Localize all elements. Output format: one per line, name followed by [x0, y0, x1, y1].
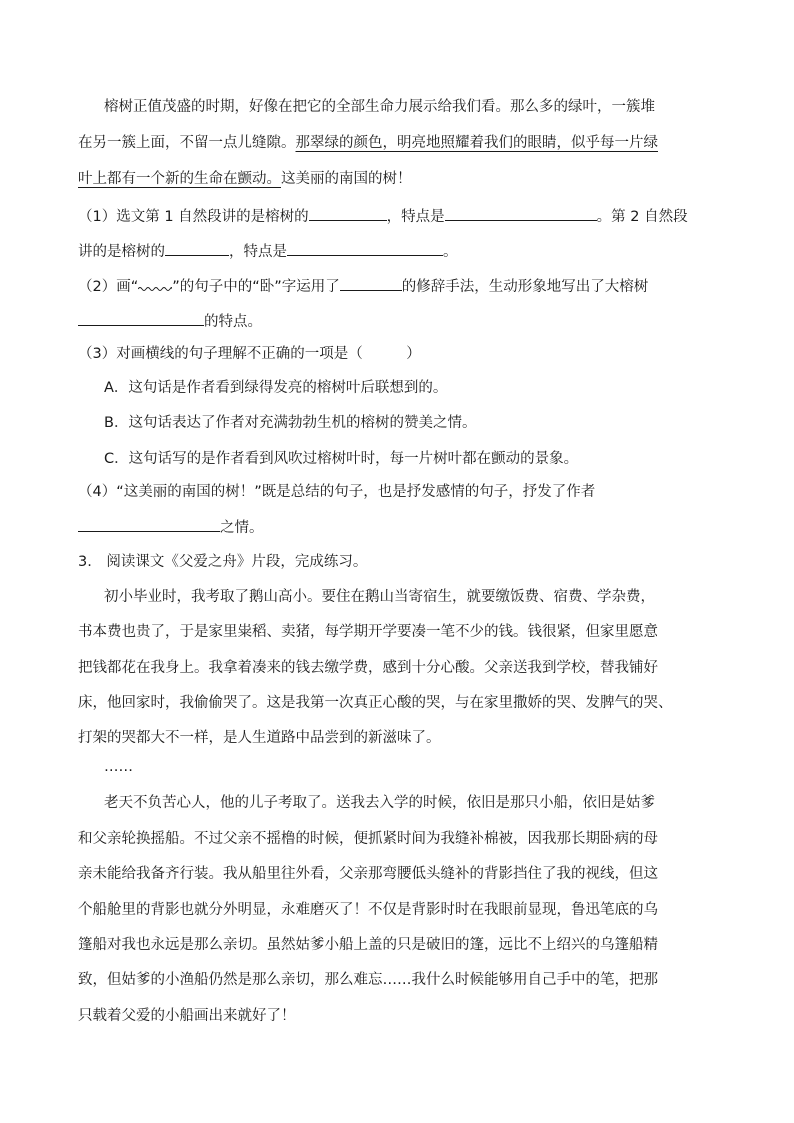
question-text: 之情。 — [220, 520, 264, 536]
question-2 — [78, 275, 648, 295]
option-text: C．这句话写的是作者看到风吹过榕树叶时，每一片树叶都在颤动的景象。 — [104, 451, 579, 467]
passage2-line — [78, 829, 658, 849]
passage-text: …… — [104, 759, 133, 775]
section-title-text: 3. 阅读课文《父爱之舟》片段，完成练习。 — [78, 554, 368, 570]
question-text: ”的句子中的“卧”字运用了 — [172, 279, 340, 295]
answer-blank[interactable] — [340, 275, 402, 291]
question-1 — [78, 205, 688, 225]
passage-text: 亲未能给我备齐行装。我从船里往外看，父亲那弯腰低头缝补的背影挡住了我的视线，但这 — [78, 866, 658, 882]
passage-text: 和父亲轮换摇船。不过父亲不摇橹的时候，便抓紧时间为我缝补棉被，因我那长期卧病的母 — [78, 831, 658, 847]
option-text: B．这句话表达了作者对充满勃勃生机的榕树的赞美之情。 — [104, 415, 477, 431]
question-text: 的特点。 — [204, 314, 262, 330]
passage2-line — [78, 728, 441, 748]
question-text: 。 — [443, 244, 458, 260]
passage-text: 在另一簇上面，不留一点儿缝隙。 — [78, 135, 296, 151]
passage-text: 老天不负苦心人，他的儿子考取了。送我去入学的时候，依旧是那只小船，依旧是姑爹 — [104, 795, 655, 811]
question-3 — [78, 344, 421, 364]
question-text: （2）画“ — [78, 279, 139, 295]
passage-text: 榕树正值茂盛的时期，好像在把它的全部生命力展示给我们看。那么多的绿叶，一簇堆 — [104, 99, 655, 115]
passage2-line — [78, 693, 673, 713]
question-text: （1）选文第 1 自然段讲的是榕树的 — [78, 209, 309, 225]
ellipsis — [104, 757, 133, 777]
question-text: 讲的是榕树的 — [78, 244, 165, 260]
passage-text: 只载着父爱的小船画出来就好了！ — [78, 1008, 296, 1024]
option-b[interactable] — [104, 413, 476, 433]
passage1-line — [104, 97, 655, 117]
passage2-line — [104, 793, 655, 813]
underlined-sentence: 叶上都有一个新的生命在颤动。 — [78, 171, 281, 187]
section-3-title — [78, 552, 367, 572]
answer-blank[interactable] — [165, 240, 229, 256]
question-text: （3）对画横线的句子理解不正确的一项是（ ） — [78, 346, 421, 362]
passage2-line — [78, 658, 658, 678]
answer-blank[interactable] — [309, 205, 387, 221]
wavy-line-icon — [138, 283, 172, 292]
passage1-line — [78, 169, 412, 189]
passage-text: 打架的哭都大不一样，是人生道路中品尝到的新滋味了。 — [78, 730, 441, 746]
passage-text: 书本费也贵了，于是家里粜稻、卖猪，每学期开学要凑一笔不少的钱。钱很紧，但家里愿意 — [78, 624, 658, 640]
question-4-cont — [78, 516, 264, 536]
question-text: 的修辞手法，生动形象地写出了大榕树 — [401, 279, 649, 295]
passage-text: 个船舱里的背影也就分外明显，永难磨灭了！不仅是背影时时在我眼前显现，鲁迅笔底的乌 — [78, 902, 658, 918]
question-4 — [78, 482, 595, 502]
answer-blank[interactable] — [78, 516, 220, 532]
passage-text: 把钱都花在我身上。我拿着凑来的钱去缴学费，感到十分心酸。父亲送我到学校，替我铺好 — [78, 660, 658, 676]
passage1-line — [78, 133, 658, 153]
option-text: A．这句话是作者看到绿得发亮的榕树叶后联想到的。 — [104, 380, 448, 396]
passage2-line — [78, 970, 658, 990]
passage2-line — [78, 1006, 296, 1026]
passage2-line — [78, 935, 658, 955]
question-text: ，特点是 — [229, 244, 287, 260]
question-1-cont — [78, 240, 458, 260]
question-text: ，特点是 — [386, 209, 445, 225]
option-c[interactable] — [104, 449, 578, 469]
answer-blank[interactable] — [287, 240, 443, 256]
passage2-line — [78, 864, 658, 884]
passage-text: 床，他回家时，我偷偷哭了。这是我第一次真正心酸的哭，与在家里撒娇的哭、发脾气的哭、 — [78, 695, 673, 711]
passage-text: 致，但姑爹的小渔船仍然是那么亲切，那么难忘……我什么时候能够用自己手中的笔，把那 — [78, 972, 658, 988]
passage2-line — [78, 622, 658, 642]
answer-blank[interactable] — [78, 310, 204, 326]
underlined-sentence: 那翠绿的颜色，明亮地照耀着我们的眼睛，似乎每一片绿 — [295, 135, 658, 151]
answer-blank[interactable] — [445, 205, 597, 221]
question-text: （4）“这美丽的南国的树！”既是总结的句子，也是抒发感情的句子，抒发了作者 — [78, 484, 596, 500]
passage-text: 初小毕业时，我考取了鹅山高小。要住在鹅山当寄宿生，就要缴饭费、宿费、学杂费， — [104, 589, 655, 605]
passage-text: 篷船对我也永远是那么亲切。虽然姑爹小船上盖的只是破旧的篷，远比不上绍兴的乌篷船精 — [78, 937, 658, 953]
question-2-cont — [78, 310, 262, 330]
passage2-line — [104, 587, 655, 607]
passage-text: 这美丽的南国的树！ — [281, 171, 412, 187]
passage2-line — [78, 900, 658, 920]
question-text: 。第 2 自然段 — [596, 209, 688, 225]
option-a[interactable] — [104, 378, 447, 398]
